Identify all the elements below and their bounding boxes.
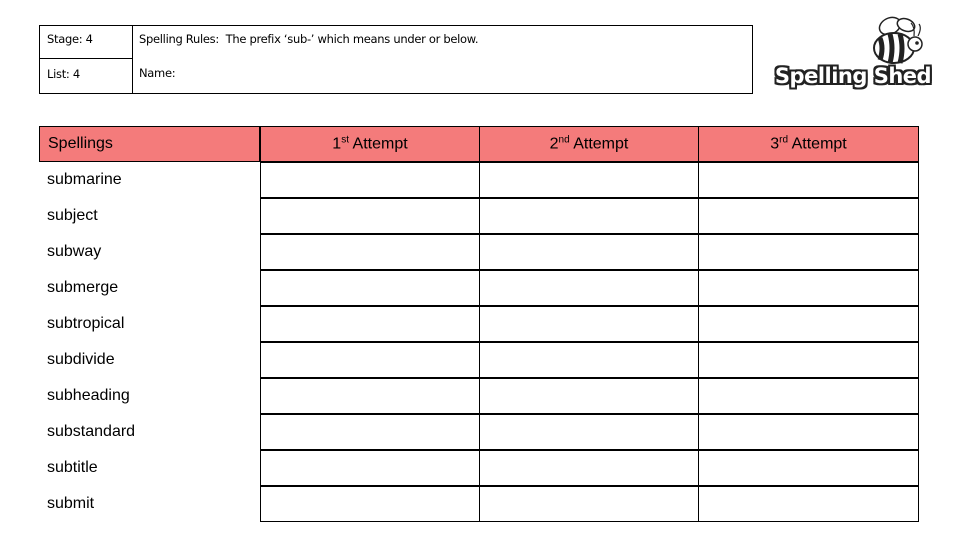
attempt-1-cell[interactable] (260, 306, 480, 342)
spelling-word: submarine (47, 171, 122, 188)
spelling-word: substandard (47, 423, 136, 440)
attempt-1-cell[interactable] (260, 450, 480, 486)
attempt-2-cell[interactable] (479, 378, 699, 414)
spellings-header: Spellings (48, 135, 113, 152)
table-row (39, 342, 919, 378)
attempt-2-cell[interactable] (479, 198, 699, 234)
spelling-word: subway (47, 243, 102, 260)
attempt-3-cell[interactable] (698, 414, 919, 450)
table-row (39, 486, 919, 522)
table-row (39, 198, 919, 234)
bee-icon (768, 12, 933, 72)
spelling-shed-logo (768, 12, 933, 98)
table-row (39, 270, 919, 306)
table-row (39, 414, 919, 450)
attempt-2-cell[interactable] (479, 450, 699, 486)
attempt-3-cell[interactable] (698, 270, 919, 306)
list-label: List: 4 (47, 67, 80, 81)
attempt-1-cell[interactable] (260, 486, 480, 522)
attempt-2-cell[interactable] (479, 234, 699, 270)
attempt-3-cell[interactable] (698, 162, 919, 198)
spelling-word: subtitle (47, 459, 98, 476)
attempt-1-cell[interactable] (260, 162, 480, 198)
name-label: Name: (139, 66, 176, 80)
table-row (39, 450, 919, 486)
attempt-1-cell[interactable] (260, 378, 480, 414)
attempt-3-cell[interactable] (698, 378, 919, 414)
table-row (39, 306, 919, 342)
attempt-2-cell[interactable] (479, 306, 699, 342)
attempt-2-cell[interactable] (479, 270, 699, 306)
attempt-2-cell[interactable] (479, 342, 699, 378)
table-row (39, 378, 919, 414)
table-row (39, 234, 919, 270)
attempt-1-cell[interactable] (260, 198, 480, 234)
info-divider (132, 26, 133, 93)
attempt-2-cell[interactable] (479, 414, 699, 450)
attempt-3-cell[interactable] (698, 486, 919, 522)
info-row-divider (40, 58, 132, 59)
rules-text: The prefix ‘sub-’ which means under or below. (225, 32, 479, 46)
spelling-word: submit (47, 495, 95, 512)
spelling-word: subdivide (47, 351, 115, 368)
attempt-2-cell[interactable] (479, 162, 699, 198)
spelling-word: submerge (47, 279, 119, 296)
attempt-3-header: 3rd Attempt (698, 126, 919, 162)
attempt-1-cell[interactable] (260, 234, 480, 270)
attempt-3-cell[interactable] (698, 198, 919, 234)
stage-label: Stage: 4 (47, 32, 93, 46)
attempt-2-header: 2nd Attempt (479, 126, 699, 162)
table-row (39, 162, 919, 198)
attempt-2-cell[interactable] (479, 486, 699, 522)
rules-label: Spelling Rules: (139, 32, 219, 46)
attempt-3-cell[interactable] (698, 342, 919, 378)
attempt-3-cell[interactable] (698, 234, 919, 270)
spelling-word: subheading (47, 387, 130, 404)
spellings-header-cell (39, 126, 260, 162)
attempt-1-cell[interactable] (260, 270, 480, 306)
attempt-3-cell[interactable] (698, 306, 919, 342)
attempt-1-cell[interactable] (260, 342, 480, 378)
attempt-3-cell[interactable] (698, 450, 919, 486)
logo-text: Spelling Shed (774, 64, 932, 88)
info-box (39, 25, 753, 94)
spelling-rules (139, 32, 478, 46)
attempt-1-cell[interactable] (260, 414, 480, 450)
spelling-word: subtropical (47, 315, 125, 332)
spelling-word: subject (47, 207, 98, 224)
attempt-1-header: 1st Attempt (260, 126, 480, 162)
table-header-row (39, 126, 919, 162)
